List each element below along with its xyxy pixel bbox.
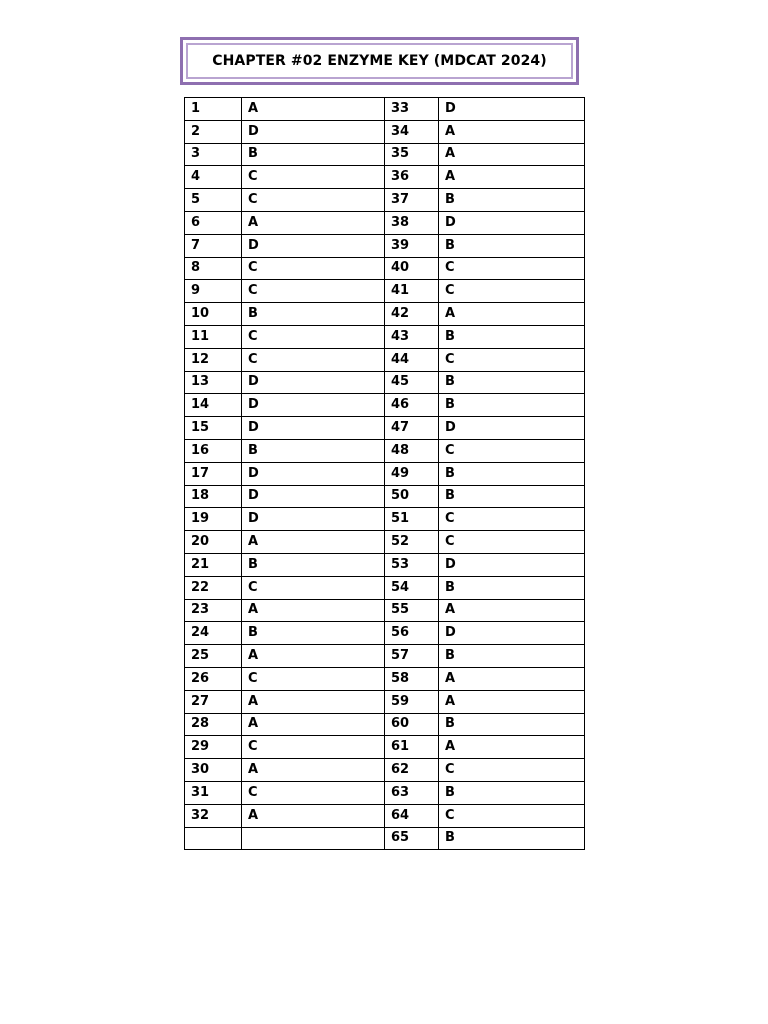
answer-cell: B xyxy=(439,645,585,668)
table-row xyxy=(185,690,585,713)
question-number-cell: 60 xyxy=(385,713,439,736)
question-number-cell: 39 xyxy=(385,234,439,257)
answer-cell: A xyxy=(242,211,385,234)
answer-cell: C xyxy=(242,166,385,189)
question-number-cell: 62 xyxy=(385,759,439,782)
answer-cell: A xyxy=(439,143,585,166)
table-row xyxy=(185,98,585,121)
question-number-cell: 17 xyxy=(185,462,242,485)
answer-cell: D xyxy=(242,417,385,440)
table-row xyxy=(185,166,585,189)
answer-cell: C xyxy=(242,189,385,212)
question-number-cell: 24 xyxy=(185,622,242,645)
answer-key-table xyxy=(184,97,585,850)
answer-cell: D xyxy=(242,462,385,485)
table-row xyxy=(185,576,585,599)
answer-cell: A xyxy=(242,531,385,554)
question-number-cell: 31 xyxy=(185,781,242,804)
answer-cell: B xyxy=(439,234,585,257)
answer-cell: A xyxy=(439,690,585,713)
answer-cell: B xyxy=(242,553,385,576)
question-number-cell: 55 xyxy=(385,599,439,622)
answer-cell: A xyxy=(242,804,385,827)
answer-cell: A xyxy=(439,120,585,143)
answer-cell: B xyxy=(242,622,385,645)
answer-cell: C xyxy=(242,257,385,280)
table-row xyxy=(185,804,585,827)
answer-cell: C xyxy=(439,257,585,280)
table-row xyxy=(185,189,585,212)
question-number-cell: 3 xyxy=(185,143,242,166)
answer-cell: C xyxy=(242,325,385,348)
question-number-cell: 33 xyxy=(385,98,439,121)
table-row xyxy=(185,508,585,531)
answer-cell: C xyxy=(439,348,585,371)
question-number-cell: 46 xyxy=(385,394,439,417)
question-number-cell: 43 xyxy=(385,325,439,348)
question-number-cell: 50 xyxy=(385,485,439,508)
table-row xyxy=(185,417,585,440)
answer-cell: B xyxy=(242,143,385,166)
table-row xyxy=(185,234,585,257)
answer-cell: A xyxy=(242,759,385,782)
answer-key-body xyxy=(185,98,585,850)
question-number-cell: 63 xyxy=(385,781,439,804)
question-number-cell: 51 xyxy=(385,508,439,531)
answer-cell: A xyxy=(242,98,385,121)
question-number-cell: 2 xyxy=(185,120,242,143)
question-number-cell: 53 xyxy=(385,553,439,576)
table-row xyxy=(185,599,585,622)
question-number-cell: 47 xyxy=(385,417,439,440)
question-number-cell: 11 xyxy=(185,325,242,348)
question-number-cell: 6 xyxy=(185,211,242,234)
answer-cell: B xyxy=(439,462,585,485)
question-number-cell: 9 xyxy=(185,280,242,303)
question-number-cell: 42 xyxy=(385,303,439,326)
question-number-cell: 57 xyxy=(385,645,439,668)
answer-cell: C xyxy=(242,576,385,599)
table-row xyxy=(185,303,585,326)
question-number-cell xyxy=(185,827,242,850)
question-number-cell: 8 xyxy=(185,257,242,280)
answer-cell: D xyxy=(439,622,585,645)
question-number-cell: 38 xyxy=(385,211,439,234)
table-row xyxy=(185,667,585,690)
question-number-cell: 48 xyxy=(385,439,439,462)
table-row xyxy=(185,371,585,394)
question-number-cell: 16 xyxy=(185,439,242,462)
question-number-cell: 45 xyxy=(385,371,439,394)
answer-cell: B xyxy=(439,781,585,804)
question-number-cell: 36 xyxy=(385,166,439,189)
question-number-cell: 56 xyxy=(385,622,439,645)
question-number-cell: 10 xyxy=(185,303,242,326)
question-number-cell: 21 xyxy=(185,553,242,576)
table-row xyxy=(185,531,585,554)
table-row xyxy=(185,257,585,280)
answer-cell: B xyxy=(439,713,585,736)
answer-cell: D xyxy=(242,394,385,417)
question-number-cell: 18 xyxy=(185,485,242,508)
question-number-cell: 59 xyxy=(385,690,439,713)
question-number-cell: 22 xyxy=(185,576,242,599)
question-number-cell: 64 xyxy=(385,804,439,827)
answer-cell: D xyxy=(242,120,385,143)
question-number-cell: 1 xyxy=(185,98,242,121)
answer-cell: C xyxy=(439,280,585,303)
table-row xyxy=(185,439,585,462)
table-row xyxy=(185,827,585,850)
table-row xyxy=(185,280,585,303)
question-number-cell: 61 xyxy=(385,736,439,759)
question-number-cell: 13 xyxy=(185,371,242,394)
answer-cell: D xyxy=(439,417,585,440)
table-row xyxy=(185,211,585,234)
answer-cell: B xyxy=(439,576,585,599)
table-row xyxy=(185,325,585,348)
question-number-cell: 40 xyxy=(385,257,439,280)
answer-cell: B xyxy=(439,325,585,348)
question-number-cell: 44 xyxy=(385,348,439,371)
table-row xyxy=(185,348,585,371)
question-number-cell: 32 xyxy=(185,804,242,827)
title-box-inner-border xyxy=(186,43,573,79)
table-row xyxy=(185,553,585,576)
table-row xyxy=(185,462,585,485)
title-box xyxy=(180,37,579,85)
question-number-cell: 65 xyxy=(385,827,439,850)
answer-cell: C xyxy=(439,531,585,554)
answer-cell: A xyxy=(439,166,585,189)
answer-cell: C xyxy=(439,439,585,462)
answer-cell: B xyxy=(242,303,385,326)
answer-cell: C xyxy=(439,804,585,827)
answer-cell: C xyxy=(439,759,585,782)
answer-cell: A xyxy=(439,667,585,690)
answer-cell: D xyxy=(242,485,385,508)
answer-cell: C xyxy=(242,348,385,371)
question-number-cell: 52 xyxy=(385,531,439,554)
question-number-cell: 25 xyxy=(185,645,242,668)
answer-cell: B xyxy=(439,827,585,850)
answer-cell: B xyxy=(242,439,385,462)
question-number-cell: 41 xyxy=(385,280,439,303)
table-row xyxy=(185,622,585,645)
question-number-cell: 35 xyxy=(385,143,439,166)
answer-cell: A xyxy=(242,690,385,713)
question-number-cell: 4 xyxy=(185,166,242,189)
answer-cell: A xyxy=(439,303,585,326)
answer-cell: C xyxy=(242,667,385,690)
answer-cell: D xyxy=(439,553,585,576)
table-row xyxy=(185,736,585,759)
question-number-cell: 20 xyxy=(185,531,242,554)
answer-cell: C xyxy=(242,781,385,804)
answer-cell: D xyxy=(439,211,585,234)
table-row xyxy=(185,759,585,782)
answer-cell: B xyxy=(439,394,585,417)
table-row xyxy=(185,120,585,143)
question-number-cell: 5 xyxy=(185,189,242,212)
table-row xyxy=(185,143,585,166)
question-number-cell: 14 xyxy=(185,394,242,417)
answer-cell: A xyxy=(439,736,585,759)
question-number-cell: 34 xyxy=(385,120,439,143)
answer-cell: A xyxy=(242,599,385,622)
answer-cell: A xyxy=(242,645,385,668)
question-number-cell: 58 xyxy=(385,667,439,690)
table-row xyxy=(185,485,585,508)
question-number-cell: 12 xyxy=(185,348,242,371)
answer-cell: D xyxy=(242,508,385,531)
table-row xyxy=(185,645,585,668)
question-number-cell: 37 xyxy=(385,189,439,212)
answer-cell: A xyxy=(242,713,385,736)
answer-cell: B xyxy=(439,371,585,394)
answer-cell: C xyxy=(439,508,585,531)
answer-cell xyxy=(242,827,385,850)
answer-cell: D xyxy=(439,98,585,121)
question-number-cell: 19 xyxy=(185,508,242,531)
question-number-cell: 7 xyxy=(185,234,242,257)
question-number-cell: 29 xyxy=(185,736,242,759)
question-number-cell: 23 xyxy=(185,599,242,622)
answer-cell: D xyxy=(242,371,385,394)
answer-cell: C xyxy=(242,280,385,303)
question-number-cell: 28 xyxy=(185,713,242,736)
answer-cell: C xyxy=(242,736,385,759)
question-number-cell: 49 xyxy=(385,462,439,485)
answer-cell: D xyxy=(242,234,385,257)
table-row xyxy=(185,781,585,804)
answer-cell: A xyxy=(439,599,585,622)
page-title: CHAPTER #02 ENZYME KEY (MDCAT 2024) xyxy=(212,53,547,69)
answer-cell: B xyxy=(439,189,585,212)
table-row xyxy=(185,394,585,417)
answer-cell: B xyxy=(439,485,585,508)
question-number-cell: 26 xyxy=(185,667,242,690)
question-number-cell: 30 xyxy=(185,759,242,782)
table-row xyxy=(185,713,585,736)
question-number-cell: 54 xyxy=(385,576,439,599)
question-number-cell: 15 xyxy=(185,417,242,440)
question-number-cell: 27 xyxy=(185,690,242,713)
